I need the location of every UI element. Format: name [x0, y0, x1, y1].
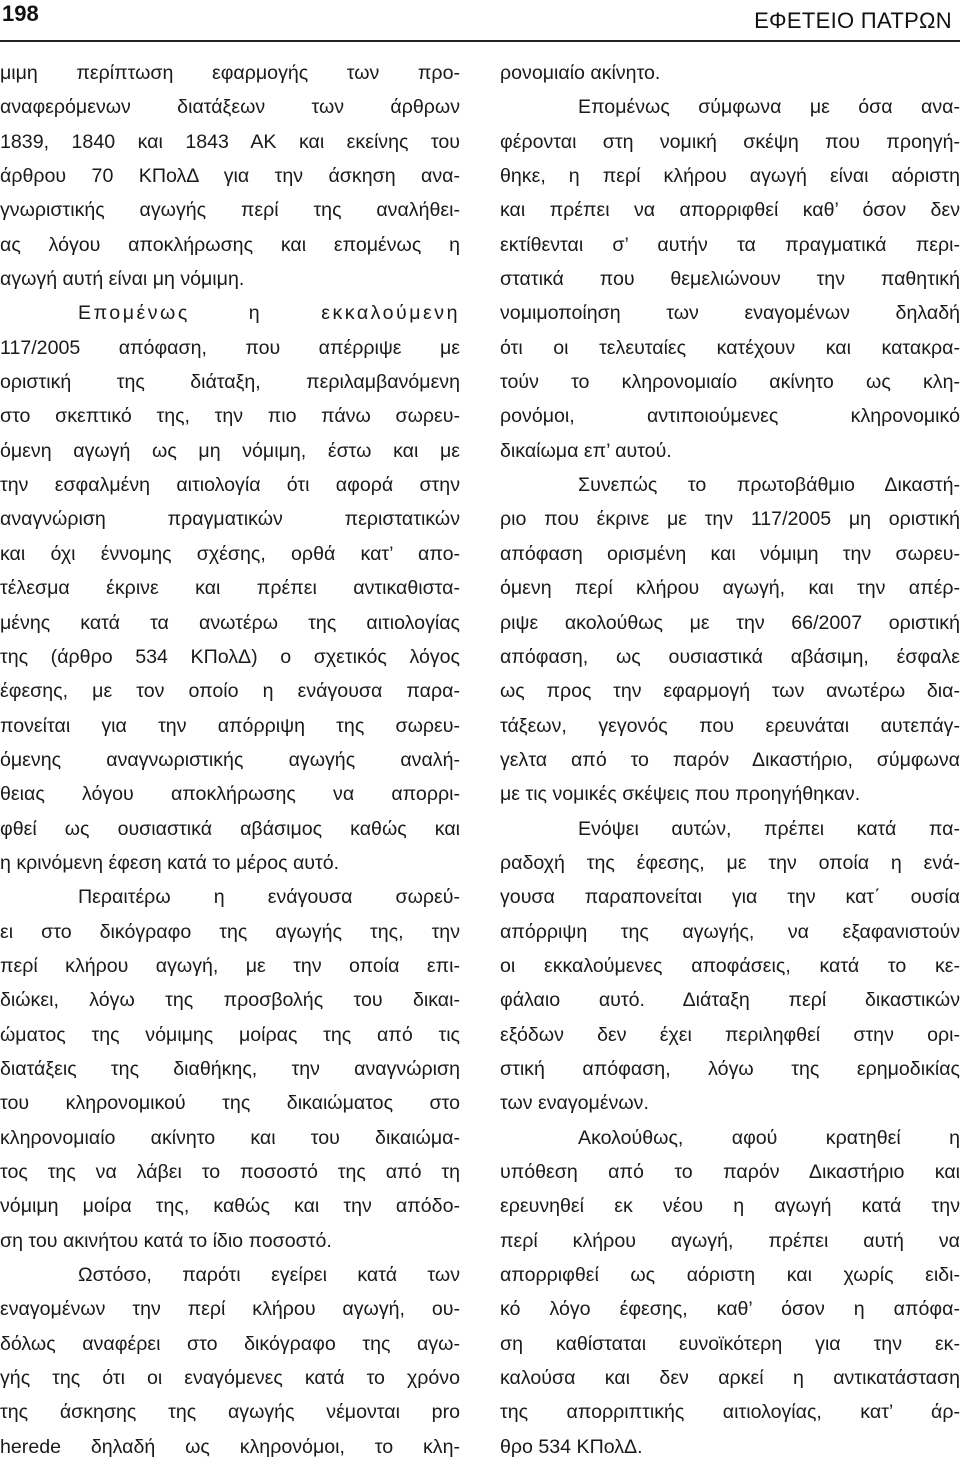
text-line: μιμη περίπτωση εφαρμογής των προ- — [0, 62, 460, 84]
text-line: τάξεων, γεγονός που ερευνάται αυτεπάγ- — [500, 714, 960, 737]
text-line: ότι οι τελευταίες κατέχουν και κατακρα- — [500, 336, 960, 359]
text-line: φάλαιο αυτό. Διάταξη περί δικαστικών — [500, 989, 960, 1012]
text-line: όμενη αγωγή ως μη νόμιμη, έστω και με — [0, 439, 460, 462]
text-line: οι εκκαλούμενες αποφάσεις, κατά το κε- — [500, 954, 960, 977]
text-line: της (άρθρο 534 ΚΠολΔ) ο σχετικός λόγος — [0, 645, 460, 668]
text-line: φθεί ως ουσιαστικά αβάσιμος καθώς και — [0, 817, 460, 840]
text-line: Συνεπώς το πρωτοβάθμιο Δικαστή- — [578, 474, 960, 497]
text-line: πονείται για την απόρριψη της σωρευ- — [0, 714, 460, 737]
text-line: η κρινόμενη έφεση κατά το μέρος αυτό. — [0, 851, 340, 874]
text-line: ση του ακινήτου κατά το ίδιο ποσοστό. — [0, 1229, 332, 1252]
text-line: νομιμοποίηση των εναγομένων δηλαδή — [500, 302, 960, 325]
text-line: 117/2005 απόφαση, που απέρριψε με — [0, 336, 460, 359]
text-line: διώκει, λόγω της προσβολής του δικαι- — [0, 989, 460, 1012]
text-line: ει στο δικόγραφο της αγωγής της, την — [0, 920, 460, 943]
text-line: Ακολούθως, αφού κρατηθεί η — [578, 1126, 960, 1149]
text-line: εξόδων δεν έχει περιληφθεί στην ορι- — [500, 1023, 960, 1046]
text-line: αγωγή αυτή είναι μη νόμιμη. — [0, 268, 245, 291]
right-column — [500, 56, 960, 1464]
text-line: στο σκεπτικό της, την πιο πάνω σωρευ- — [0, 405, 460, 428]
text-line: στατικά που θεμελιώνουν την παθητική — [500, 268, 960, 291]
text-line: φέρονται στη νομική σκέψη που προηγή- — [500, 130, 960, 153]
text-line: δικαίωμα επ’ αυτού. — [500, 439, 672, 462]
text-line: Περαιτέρω η ενάγουσα σωρεύ- — [78, 886, 460, 909]
text-line: οριστική της διάταξη, περιλαμβανόμενη — [0, 371, 460, 394]
text-line: Ωστόσο, παρότι εγείρει κατά των — [78, 1264, 460, 1287]
text-line: ρονομιαίο ακίνητο. — [500, 62, 661, 84]
text-line: Επομένως η εκκαλούμενη — [78, 302, 460, 325]
text-line: θηκε, η περί κλήρου αγωγή είναι αόριστη — [500, 165, 960, 188]
text-line: ριο που έκρινε με την 117/2005 μη οριστική — [500, 508, 960, 531]
text-line: όμενης αναγνωριστικής αγωγής αναλή- — [0, 748, 460, 771]
text-line: την εσφαλμένη αιτιολογία ότι αφορά στην — [0, 474, 460, 497]
text-line: κό λόγο έφεσης, καθ’ όσον η απόφα- — [500, 1298, 960, 1321]
page-header — [0, 0, 960, 42]
text-line: απορριφθεί ως αόριστη και χωρίς ειδι- — [500, 1264, 960, 1287]
text-line: της άσκησης της αγωγής νέμονται pro — [0, 1401, 460, 1424]
text-line: herede δηλαδή ως κληρονόμοι, το κλη- — [0, 1435, 460, 1458]
text-line: τέλεσμα έκρινε και πρέπει αντικαθιστα- — [0, 577, 460, 600]
text-line: περί κλήρου αγωγή, πρέπει αυτή να — [500, 1229, 960, 1252]
text-line: διατάξεις της διαθήκης, την αναγνώριση — [0, 1057, 460, 1080]
text-line: του κληρονομικού της δικαιώματος στο — [0, 1092, 460, 1115]
text-line: δόλως αναφέρει στο δικόγραφο της αγω- — [0, 1332, 460, 1355]
running-head: ΕΦΕΤΕΙΟ ΠΑΤΡΩΝ — [754, 8, 952, 33]
text-line: και πρέπει να απορριφθεί καθ’ όσον δεν — [500, 199, 960, 222]
text-line: ας λόγου αποκλήρωσης και επομένως η — [0, 233, 460, 256]
text-line: με τις νομικές σκέψεις που προηγήθηκαν. — [500, 783, 861, 806]
text-line: έφεσης, με τον οποίο η ενάγουσα παρα- — [0, 680, 460, 703]
text-line: γής της ότι οι εναγόμενες κατά το χρόνο — [0, 1367, 460, 1390]
text-line: μένης κατά τα ανωτέρω της αιτιολογίας — [0, 611, 460, 634]
text-line: της απορριπτικής αιτιολογίας, κατ’ άρ- — [500, 1401, 960, 1424]
text-line: απόρριψη της αγωγής, να εξαφανιστούν — [500, 920, 960, 943]
text-line: κληρονομιαίο ακίνητο και του δικαιώμα- — [0, 1126, 460, 1149]
text-line: περί κλήρου αγωγή, με την οποία επι- — [0, 954, 460, 977]
text-line: Επομένως σύμφωνα με όσα ανα- — [578, 96, 960, 119]
text-line: ως προς την εφαρμογή των ανωτέρω δια- — [500, 680, 960, 703]
text-line: υπόθεση από το παρόν Δικαστήριο και — [500, 1161, 960, 1183]
text-line: ερευνηθεί εκ νέου η αγωγή κατά την — [500, 1195, 960, 1218]
text-line: Ενόψει αυτών, πρέπει κατά πα- — [578, 817, 960, 840]
text-line: θρο 534 ΚΠολΔ. — [500, 1435, 643, 1458]
text-line: ραδοχή της έφεσης, με την οποία η ενά- — [500, 851, 960, 874]
text-line: και όχι έννομης σχέσης, ορθά κατ’ απο- — [0, 542, 460, 565]
text-line: γουσα παραπονείται για την κατ΄ ουσία — [500, 886, 960, 909]
text-line: νόμιμη μοίρα της, καθώς και την απόδο- — [0, 1195, 460, 1218]
text-line: καλούσα και δεν αρκεί η αντικατάσταση — [500, 1367, 960, 1390]
left-column — [0, 56, 460, 1464]
text-line: ση καθίσταται ευνοϊκότερη για την εκ- — [500, 1332, 960, 1355]
text-line: άρθρου 70 ΚΠολΔ για την άσκηση ανα- — [0, 165, 460, 188]
text-line: εκτίθενται σ’ αυτήν τα πραγματικά περι- — [500, 233, 960, 256]
text-line: ριψε ακολούθως με την 66/2007 οριστική — [500, 611, 960, 634]
page-number: 198 — [2, 1, 39, 26]
text-line: των εναγομένων. — [500, 1092, 649, 1115]
text-line: αναφερόμενων διατάξεων των άρθρων — [0, 96, 460, 119]
text-line: αναγνώριση πραγματικών περιστατικών — [0, 508, 460, 531]
text-line: γνωριστικής αγωγής περί της αναλήθει- — [0, 199, 460, 222]
text-line: τούν το κληρονομιαίο ακίνητο ως κλη- — [500, 371, 960, 394]
text-line: 1839, 1840 και 1843 ΑΚ και εκείνης του — [0, 130, 460, 153]
text-line: εναγομένων την περί κλήρου αγωγή, ου- — [0, 1298, 460, 1321]
text-line: απόφαση, ως ουσιαστικά αβάσιμη, έσφαλε — [500, 645, 960, 668]
text-line: όμενη περί κλήρου αγωγή, και την απέρ- — [500, 577, 960, 600]
text-line: ρονόμοι, αντιποιούμενες κληρονομικό — [500, 405, 960, 428]
text-line: γελτα από το παρόν Δικαστήριο, σύμφωνα — [500, 748, 960, 771]
text-line: ώματος της νόμιμης μοίρας της από τις — [0, 1023, 460, 1046]
text-line: απόφαση ορισμένη και νόμιμη την σωρευ- — [500, 542, 960, 565]
text-line: θειας λόγου αποκλήρωσης να απορρι- — [0, 783, 460, 806]
text-line: στική απόφαση, λόγω της ερημοδικίας — [500, 1057, 960, 1080]
text-line: τος της να λάβει το ποσοστό της από τη — [0, 1161, 460, 1183]
